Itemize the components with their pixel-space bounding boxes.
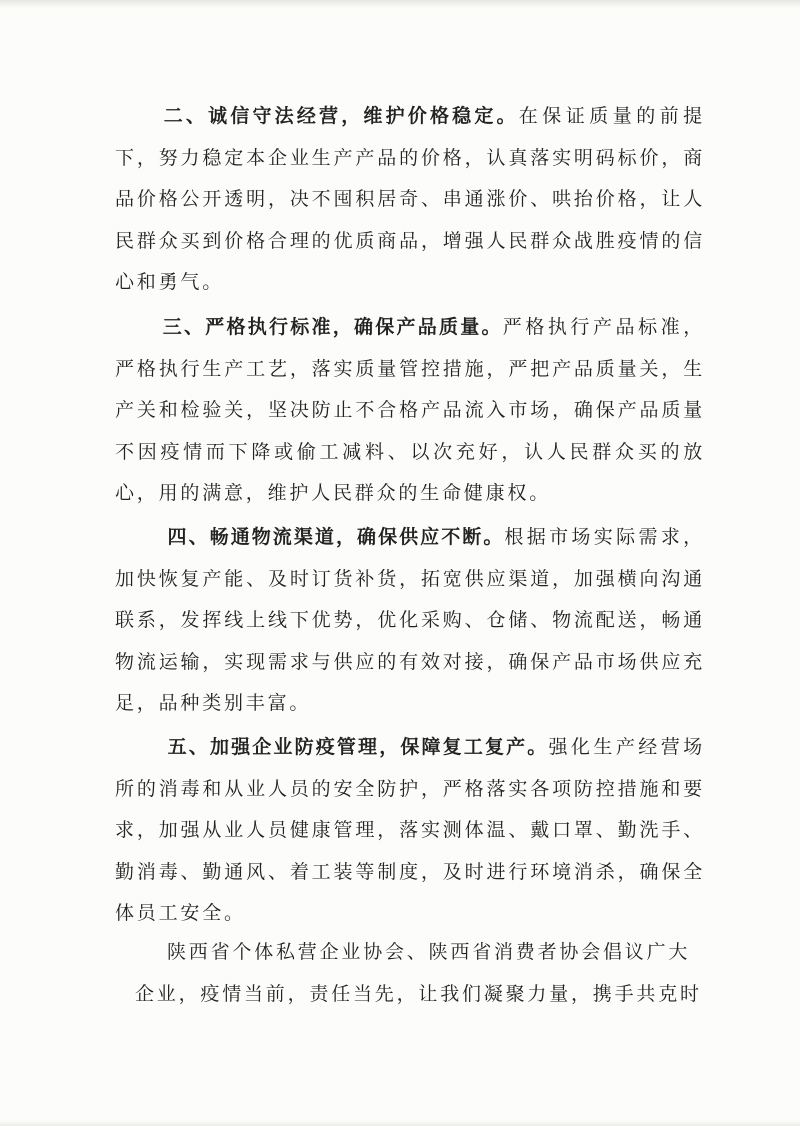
paragraph-body: 根据市场实际需求，加快恢复产能、及时订货补货，拓宽供应渠道，加强横向沟通联系，发挥线上线下优势，优化采购、仓储、物流配送，畅通物流运输，实现需求与供应的有效对接，确保产品市场供应充足，品种类别丰富。: [115, 526, 705, 714]
paragraph-body: 在保证质量的前提下，努力稳定本企业生产产品的价格，认真落实明码标价，商品价格公开透明，决不囤积居奇、串通涨价、哄抬价格，让人民群众买到价格合理的优质商品，增强人民群众战胜疫情的信心和勇气。: [115, 105, 705, 293]
paragraph-heading: 四、畅通物流渠道，确保供应不断。: [167, 526, 505, 548]
paragraph-product-quality: [115, 307, 705, 515]
paragraph-body: 强化生产经营场所的消毒和从业人员的安全防护，严格落实各项防控措施和要求，加强从业人员健康管理，落实测体温、戴口罩、勤洗手、勤消毒、勤通风、着工装等制度，及时进行环境消杀，确保全体员工安全。: [115, 736, 705, 924]
scan-edge-bottom: [0, 1120, 800, 1126]
paragraph-heading: 五、加强企业防疫管理，保障复工复产。: [167, 736, 549, 758]
paragraph-closing-appeal: [115, 932, 705, 1015]
paragraph-price-stability: [115, 96, 705, 304]
paragraph-body: 严格执行产品标准，严格执行生产工艺，落实质量管控措施，严把产品质量关，生产关和检验关，坚决防止不合格产品流入市场，确保产品质量不因疫情而下降或偷工减料、以次充好，认人民群众买的放心，用的满意，维护人民群众的生命健康权。: [115, 316, 705, 504]
closing-line-2: 企业，疫情当前，责任当先，让我们凝聚力量，携手共克时: [135, 982, 702, 1005]
paragraph-heading: 三、严格执行标准，确保产品质量。: [162, 316, 503, 338]
paragraph-epidemic-management: [115, 727, 705, 935]
closing-line-1: 陕西省个体私营企业协会、陕西省消费者协会倡议广大: [167, 941, 691, 963]
paragraph-logistics-supply: [115, 517, 705, 725]
paragraph-heading: 二、诚信守法经营，维护价格稳定。: [162, 105, 519, 127]
scan-edge-top: [0, 0, 800, 8]
